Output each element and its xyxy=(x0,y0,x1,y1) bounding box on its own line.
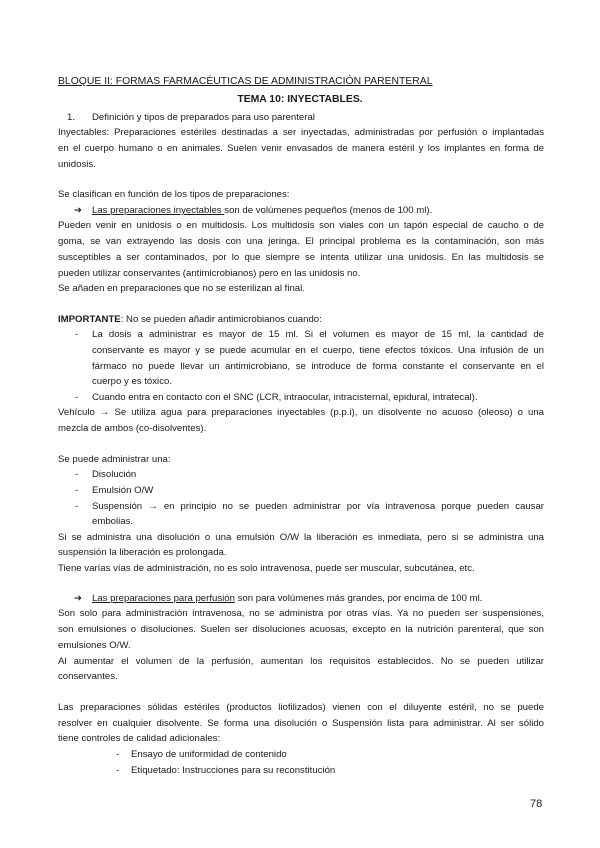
list-line: Suspensión → en principio no se pueden administrar por vía intravenosa porque pueden causar xyxy=(92,501,544,512)
list-item: Etiquetado: Instrucciones para su reconstitución xyxy=(131,765,336,776)
paragraph-line: mezcla de ambos (co-disolventes). xyxy=(58,423,207,434)
dash-icon: - xyxy=(75,329,79,340)
paragraph-line: suspensión la liberación es prolongada. xyxy=(58,547,227,558)
page-number: 78 xyxy=(530,798,543,810)
paragraph-line: Las preparaciones sólidas estériles (productos liofilizados) vienen con el diluyente estéril, no se puede xyxy=(58,702,544,713)
importante-line xyxy=(58,313,544,326)
paragraph-line: goma, se van extrayendo las dosis con una jeringa. El principal problema es la contaminación, son más xyxy=(58,236,544,247)
dash-icon: - xyxy=(75,392,79,403)
section-number: 1. xyxy=(67,112,76,123)
bullet-link-text: Las preparaciones inyectables xyxy=(92,205,225,216)
list-item: Disolución xyxy=(92,469,137,480)
importante-label: IMPORTANTE xyxy=(58,314,121,325)
arrow-icon: ➔ xyxy=(74,593,83,604)
paragraph-line: en el cuerpo humano o en animales. Suelen venir envasados de manera estéril y los implantes en forma de xyxy=(58,143,544,154)
list-line: fármaco no puede llevar un antimicrobiano, se introduce de forma constante el conservante en el xyxy=(92,361,544,372)
section-title: Definición y tipos de preparados para uso parenteral xyxy=(92,112,315,123)
paragraph-line: Son solo para administración intravenosa, no se administra por otras vías. Ya no pueden ser suspensiones, xyxy=(58,608,544,619)
dash-icon: - xyxy=(75,501,79,512)
list-line: La dosis a administrar es mayor de 15 ml. Si el volumen es mayor de 15 ml, la cantidad de xyxy=(92,329,544,340)
bullet-text: son de volúmenes pequeños (menos de 100 ml). xyxy=(224,205,433,216)
list-line: Cuando entra en contacto con el SNC (LCR, intraocular, intracisternal, epidural, intratecal). xyxy=(92,392,478,403)
paragraph-line: resolver en cualquier disolvente. Se forma una disolución o Suspensión lista para administrar. Al ser sólido xyxy=(58,718,544,729)
paragraph-line: son emulsiones o disoluciones. Suelen ser disoluciones acuosas, excepto en la nutrición parenteral, que son xyxy=(58,624,544,635)
paragraph-line: Pueden venir en unidosis o en multidosis. Los multidosis son viales con un tapón especial de caucho o de xyxy=(58,220,544,231)
paragraph-line: pueden utilizar conservantes (antimicrobianos) pero en las unidosis no. xyxy=(58,268,361,279)
paragraph-line: tiene controles de calidad adicionales: xyxy=(58,733,221,744)
paragraph-line: Se añaden en preparaciones que no se esterilizan al final. xyxy=(58,283,305,294)
paragraph-line: susceptibles a ser contaminados, por lo que siempre se intenta utilizar una unidosis. En las multidosis se xyxy=(58,252,544,263)
arrow-icon: ➔ xyxy=(74,205,83,216)
paragraph-line: Tiene varías vías de administración, no es solo intravenosa, puede ser muscular, subcutánea, etc. xyxy=(58,563,475,574)
paragraph-line: Inyectables: Preparaciones estériles destinadas a ser inyectadas, administradas por perfusión o implantadas xyxy=(58,127,544,138)
paragraph-line: Se clasifican en función de los tipos de preparaciones: xyxy=(58,189,290,200)
dash-icon: - xyxy=(116,765,120,776)
paragraph-line: conservantes. xyxy=(58,671,118,682)
list-line: embolias. xyxy=(92,516,134,527)
paragraph-line: Se puede administrar una: xyxy=(58,454,171,465)
paragraph-line: Vehículo → Se utiliza agua para preparaciones inyectables (p.p.i), un disolvente no acuoso (oleoso) o una xyxy=(58,407,544,418)
list-line: conservante es mayor y se puede acumular en el cuerpo, tiene efectos tóxicos. Una infusión de un xyxy=(92,345,544,356)
block-title: BLOQUE II: FORMAS FARMACÉUTICAS DE ADMINISTRACIÓN PARENTERAL xyxy=(58,76,433,87)
list-item: Emulsión O/W xyxy=(92,485,154,496)
dash-icon: - xyxy=(75,469,79,480)
bullet-text: son para volúmenes más grandes, por encima de 100 ml. xyxy=(234,593,483,604)
paragraph-line: emulsiones O/W. xyxy=(58,640,131,651)
list-item: Ensayo de uniformidad de contenido xyxy=(131,749,287,760)
list-line: cuerpo y es tóxico. xyxy=(92,376,172,387)
dash-icon: - xyxy=(75,485,79,496)
paragraph-line: Si se administra una disolución o una emulsión O/W la liberación es inmediata, pero si se administra una xyxy=(58,532,544,543)
paragraph-line: Al aumentar el volumen de la perfusión, aumentan los requisitos establecidos. No se pueden utilizar xyxy=(58,656,544,667)
dash-icon: - xyxy=(116,749,120,760)
tema-heading: TEMA 10: INYECTABLES. xyxy=(237,94,363,105)
paragraph-line: unidosis. xyxy=(58,159,96,170)
bullet-link-text: Las preparaciones para perfusión xyxy=(92,593,235,604)
importante-text: : No se pueden añadir antimicrobianos cuando: xyxy=(120,314,322,325)
